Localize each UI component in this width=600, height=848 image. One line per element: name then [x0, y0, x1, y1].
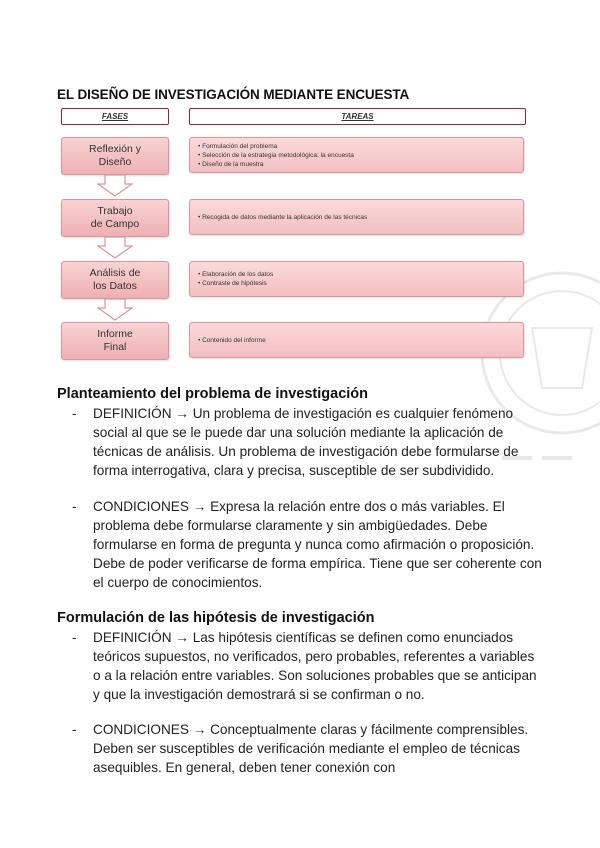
- task-item: • Contraste de hipótesis: [198, 279, 523, 288]
- list-item: [72, 497, 542, 592]
- phase-box: [61, 137, 169, 175]
- down-arrow-icon: [97, 299, 133, 321]
- task-item: • Diseño de la muestra: [198, 160, 523, 169]
- task-box: [189, 261, 524, 297]
- phase-box: [61, 261, 169, 299]
- tasks-header: TAREAS: [189, 108, 526, 125]
- bullet-dash: -: [72, 499, 77, 514]
- task-item: • Contenido del informe: [198, 336, 523, 345]
- down-arrow-icon: [97, 237, 133, 259]
- phase-label: Informe Final: [97, 328, 133, 353]
- task-item: • Formulación del problema: [198, 142, 523, 151]
- phase-label: Reflexión y Diseño: [89, 143, 141, 168]
- list-item: [72, 404, 542, 480]
- task-box: [189, 322, 524, 358]
- down-arrow-icon: [97, 175, 133, 197]
- task-item: • Selección de la estrategia metodológica: la encuesta: [198, 151, 523, 160]
- phase-label: Trabajo de Campo: [90, 205, 140, 230]
- task-box: [189, 137, 524, 173]
- task-box: [189, 199, 524, 235]
- page-title: EL DISEÑO DE INVESTIGACIÓN MEDIANTE ENCUESTA: [57, 87, 410, 102]
- phases-header: FASES: [61, 108, 169, 125]
- list-item: [72, 720, 542, 777]
- bullet-text: DEFINICIÓN → Las hipótesis científicas se definen como enunciados teóricos supuestos, no verificados, pero probables, referentes a variables o a la relación entre variables. Son soluciones probables que se anticipan y que la investigación demostrará si se confirman o no.: [93, 630, 537, 702]
- phase-label: Análisis de los Datos: [89, 267, 141, 292]
- section-heading: Planteamiento del problema de investigación: [57, 386, 369, 402]
- bullet-text: CONDICIONES → Conceptualmente claras y fácilmente comprensibles. Deben ser susceptibles de verificación mediante el empleo de técnicas asequibles. En general, deben tener conexión con: [93, 722, 529, 775]
- phase-box: [61, 199, 169, 237]
- research-design-diagram: [60, 108, 540, 370]
- list-item: [72, 628, 542, 704]
- task-item: • Recogida de datos mediante la aplicación de las técnicas: [198, 213, 523, 222]
- bullet-dash: -: [72, 406, 77, 421]
- bullet-text: CONDICIONES → Expresa la relación entre dos o más variables. El problema debe formularse claramente y sin ambigüedades. Debe formularse en forma de pregunta y nunca como afirmación o proposición. Debe de poder verificarse de forma empírica. Tiene que ser coherente con el cuerpo de conocimientos.: [93, 499, 542, 590]
- phase-box: [61, 322, 169, 360]
- task-item: • Elaboración de los datos: [198, 270, 523, 279]
- bullet-dash: -: [72, 722, 77, 737]
- bullet-dash: -: [72, 630, 77, 645]
- section-heading: Formulación de las hipótesis de investigación: [57, 610, 375, 626]
- bullet-text: DEFINICIÓN → Un problema de investigación es cualquier fenómeno social al que se le puede dar una solución mediante la aplicación de técnicas de análisis. Un problema de investigación debe formularse de forma interrogativa, clara y precisa, susceptible de ser subdividido.: [93, 406, 519, 478]
